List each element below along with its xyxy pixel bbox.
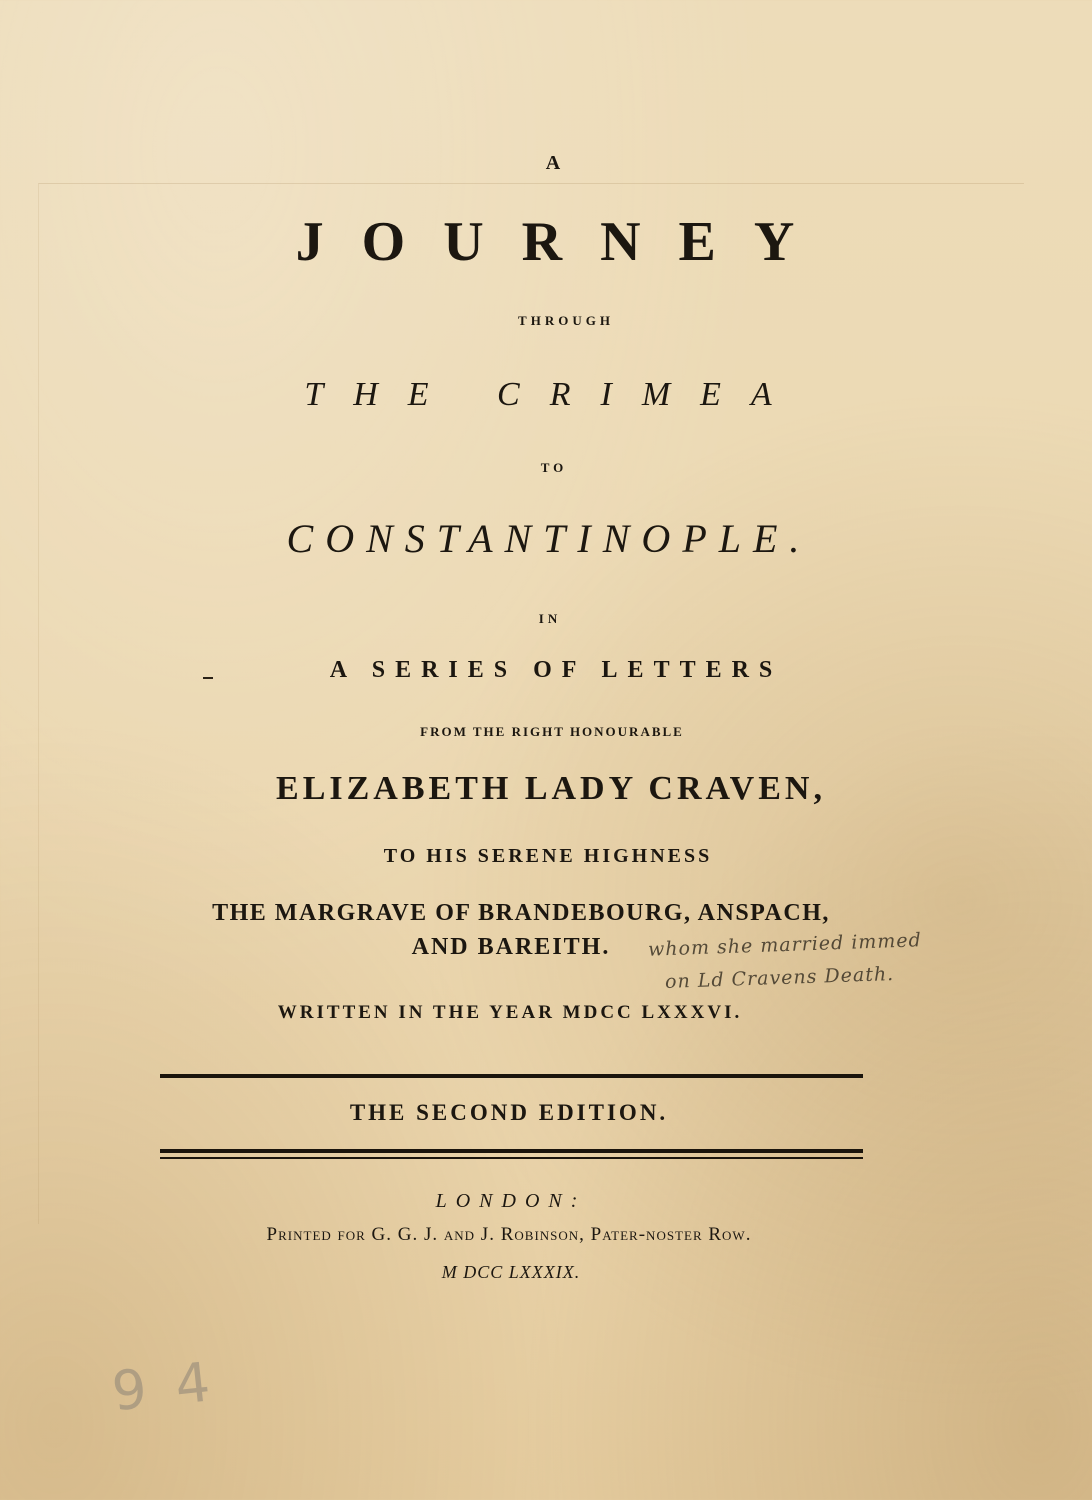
imprint-date: M DCC LXXXIX. (441, 1262, 581, 1282)
title-journey: JOURNEY (295, 211, 833, 273)
title-article: A (545, 152, 561, 174)
handwritten-note-line-1: whom she married immed (647, 929, 923, 961)
written-year: WRITTEN IN THE YEAR MDCC LXXXVI. (277, 1002, 743, 1023)
pencil-mark: 9 4 (108, 1349, 219, 1424)
title-through: THROUGH (518, 313, 614, 328)
subtitle-in: IN (538, 611, 562, 626)
rule-bottom-thin (160, 1157, 863, 1159)
plate-impression (38, 183, 1024, 1224)
dedication-bareith: AND BAREITH. (411, 934, 611, 960)
rule-bottom-thick (160, 1149, 863, 1153)
rule-top (160, 1074, 863, 1078)
author-prefix: FROM THE RIGHT HONOURABLE (420, 724, 684, 739)
dedication-prefix: TO HIS SERENE HIGHNESS (383, 845, 713, 867)
title-the-crimea: THE CRIMEA (304, 376, 802, 413)
dedication-margrave: THE MARGRAVE OF BRANDEBOURG, ANSPACH, (212, 900, 830, 926)
subtitle-series: A SERIES OF LETTERS (329, 657, 783, 683)
handwritten-note-line-2: on Ld Cravens Death. (664, 963, 895, 993)
imprint-place: LONDON: (435, 1190, 587, 1212)
title-to: TO (540, 460, 568, 475)
imprint-printer: Printed for G. G. J. and J. Robinson, Pater-noster Row. (266, 1224, 752, 1245)
author-name: ELIZABETH LADY CRAVEN, (276, 770, 826, 807)
title-constantinople: CONSTANTINOPLE. (286, 516, 812, 561)
edition-statement: THE SECOND EDITION. (349, 1100, 669, 1125)
